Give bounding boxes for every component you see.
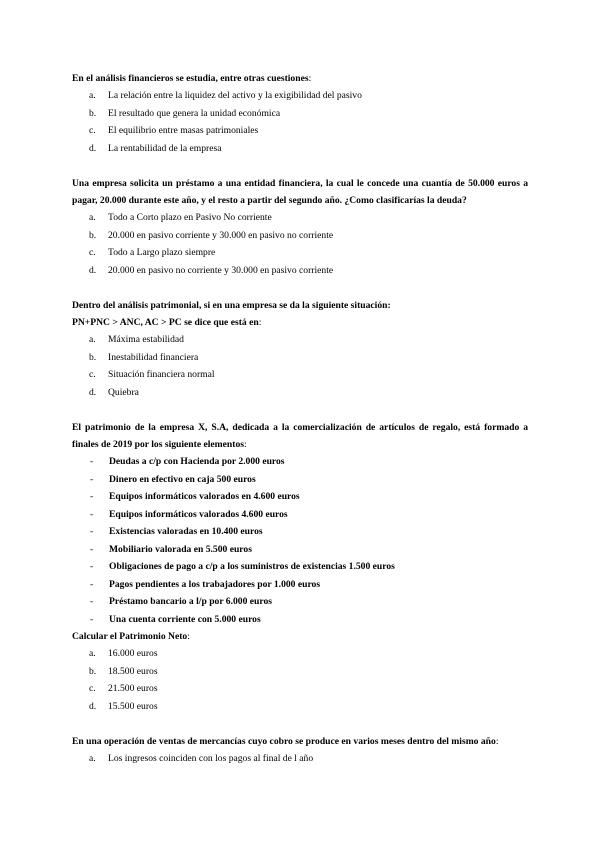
- list-item: - Existencias valoradas en 10.400 euros: [90, 526, 263, 537]
- option-c: c. Situación financiera normal: [89, 369, 215, 380]
- option-d: d. La rentabilidad de la empresa: [89, 142, 222, 154]
- option-a: a. Máxima estabilidad: [89, 334, 184, 345]
- options-list: [72, 750, 528, 768]
- option-a: a. La relación entre la liquidez del activo y la exigibilidad del pasivo: [89, 90, 362, 101]
- list-item: - Equipos informáticos valorados en 4.600 euros: [90, 491, 300, 502]
- question-subprompt: Calcular el Patrimonio Neto:: [72, 631, 190, 642]
- option-c: c. El equilibrio entre masas patrimoniales: [89, 125, 259, 136]
- option-b: b. 18.500 euros: [89, 665, 158, 677]
- question-text: En el análisis financieros se estudia, entre otras cuestiones:: [72, 73, 312, 84]
- option-a: a. Todo a Corto plazo en Pasivo No corriente: [89, 212, 272, 223]
- options-list: [72, 645, 528, 715]
- list-item: - Una cuenta corriente con 5.000 euros: [90, 613, 261, 625]
- list-item: - Equipos informáticos valorados 4.600 euros: [90, 508, 288, 520]
- option-a: a. 16.000 euros: [89, 648, 158, 659]
- list-item: - Obligaciones de pago a c/p a los suministros de existencias 1.500 euros: [90, 561, 395, 572]
- question-1: [72, 70, 528, 157]
- question-2: [72, 175, 528, 279]
- option-b: b. El resultado que genera la unidad económica: [89, 107, 281, 119]
- question-condition: PN+PNC > ANC, AC > PC se dice que está en:: [72, 317, 262, 328]
- option-b: b. Inestabilidad financiera: [89, 351, 199, 363]
- list-item: - Pagos pendientes a los trabajadores por 1.000 euros: [90, 578, 321, 590]
- option-d: d. Quiebra: [89, 386, 139, 398]
- question-4: [72, 419, 528, 715]
- options-list: [72, 209, 528, 279]
- question-text: En una operación de ventas de mercancías cuyo cobro se produce en varios meses dentro del mismo año:: [72, 736, 499, 747]
- elements-list: [72, 453, 528, 628]
- option-b: b. 20.000 en pasivo corriente y 30.000 en pasivo no corriente: [89, 229, 334, 241]
- question-text: Dentro del análisis patrimonial, si en una empresa se da la siguiente situación:: [72, 300, 391, 311]
- options-list: [72, 87, 528, 157]
- options-list: [72, 331, 528, 401]
- option-c: c. Todo a Largo plazo siempre: [89, 247, 216, 258]
- question-text: Una empresa solicita un préstamo a una entidad financiera, la cual le concede una cuantía de 50.000 euros a pagar, 20.000 durante este año, y el resto a partir del segundo año. ¿Como clasificarías la deuda?: [72, 178, 528, 206]
- list-item: - Dinero en efectivo en caja 500 euros: [90, 473, 256, 485]
- option-a: a. Los ingresos coinciden con los pagos al final de l año: [89, 753, 314, 764]
- option-d: d. 15.500 euros: [89, 700, 158, 712]
- list-item: - Préstamo bancario a l/p por 6.000 euros: [90, 596, 272, 607]
- document-page: [72, 70, 528, 786]
- question-5: [72, 733, 528, 768]
- question-text: El patrimonio de la empresa X, S.A, dedicada a la comercialización de artículos de regalo, está formado a finales de 2019 por los siguiente elementos:: [72, 422, 528, 450]
- question-3: [72, 297, 528, 401]
- list-item: - Deudas a c/p con Hacienda por 2.000 euros: [90, 456, 285, 467]
- option-d: d. 20.000 en pasivo no corriente y 30.000 en pasivo corriente: [89, 264, 334, 276]
- option-c: c. 21.500 euros: [89, 683, 158, 694]
- list-item: - Mobiliario valorada en 5.500 euros: [90, 543, 252, 555]
